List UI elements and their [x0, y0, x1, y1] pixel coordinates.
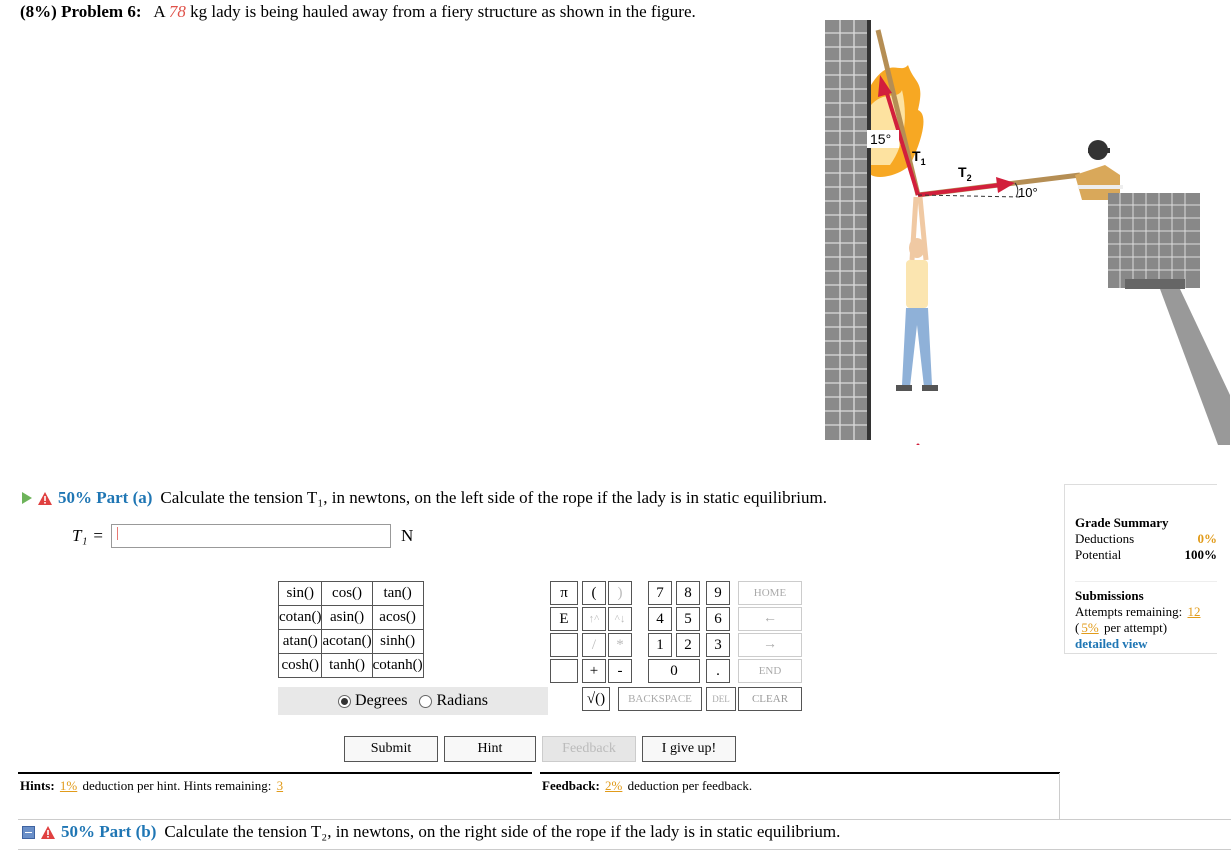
part-a-text: Calculate the tension T₁, in newtons, on the left side of the rope if the lady is in static equilibrium. — [160, 488, 827, 507]
expand-arrow-icon[interactable] — [22, 492, 32, 504]
del-button[interactable]: DEL — [706, 687, 736, 711]
digit-4-button[interactable]: 4 — [648, 607, 672, 631]
deductions-label: Deductions — [1075, 531, 1135, 546]
part-b-percent: 50% Part (b) — [61, 822, 157, 841]
cotan-button[interactable]: cotan() — [279, 606, 322, 630]
feedback-divider — [540, 772, 1060, 774]
clear-button[interactable]: CLEAR — [738, 687, 802, 711]
angle-right-label: 10° — [1018, 185, 1038, 200]
backspace-button[interactable]: BACKSPACE — [618, 687, 702, 711]
input-cursor: | — [115, 525, 119, 541]
function-table — [278, 581, 424, 678]
bucket-platform — [1108, 193, 1230, 445]
hint-deduction-value: 1% — [59, 778, 78, 793]
empty-key — [550, 633, 578, 657]
answer-unit: N — [400, 526, 414, 545]
part-a-header[interactable] — [22, 488, 827, 508]
digit-9-button[interactable]: 9 — [706, 581, 730, 605]
hints-remaining-value: 3 — [276, 778, 284, 793]
problem-figure — [820, 15, 1230, 445]
degrees-label: Degrees — [355, 692, 408, 709]
feedback-label: Feedback: — [542, 778, 600, 793]
feedback-deduction-value: 2% — [605, 778, 623, 793]
plus-button[interactable]: + — [582, 659, 606, 683]
hints-info — [20, 778, 285, 794]
feedback-text: deduction per feedback. — [627, 778, 753, 793]
attempts-remaining-value: 12 — [1187, 604, 1201, 619]
superscript-up-button[interactable]: ↑^ — [582, 607, 606, 631]
superscript-down-button[interactable]: ^↓ — [608, 607, 632, 631]
problem-statement — [20, 2, 696, 22]
digit-1-button[interactable]: 1 — [648, 633, 672, 657]
per-attempt-text: per attempt) — [1103, 620, 1168, 635]
hint-button[interactable]: Hint — [444, 736, 536, 762]
hints-label: Hints: — [20, 778, 55, 793]
home-button[interactable]: HOME — [738, 581, 802, 605]
t1-label: $T_1$ — [912, 148, 926, 167]
cosh-button[interactable]: cosh() — [279, 654, 322, 678]
problem-text-before: A — [153, 2, 165, 21]
digit-6-button[interactable]: 6 — [706, 607, 730, 631]
multiply-button[interactable]: * — [608, 633, 632, 657]
part-b-text: Calculate the tension T₂, in newtons, on the right side of the rope if the lady is in static equilibrium. — [164, 822, 841, 841]
e-button[interactable]: E — [550, 607, 578, 631]
submit-button[interactable]: Submit — [344, 736, 438, 762]
problem-number: (8%) Problem 6: — [20, 2, 142, 21]
rparen-button[interactable]: ) — [608, 581, 632, 605]
deductions-value: 0% — [1197, 531, 1217, 546]
equals-sign: = — [93, 526, 103, 545]
answer-row — [72, 524, 413, 548]
degrees-radio[interactable] — [338, 695, 351, 708]
lady-figure — [896, 197, 938, 391]
acos-button[interactable]: acos() — [372, 606, 423, 630]
digit-7-button[interactable]: 7 — [648, 581, 672, 605]
t2-label: $T_2$ — [958, 164, 972, 183]
per-attempt-deduction: 5% — [1081, 620, 1099, 635]
sinh-button[interactable]: sinh() — [372, 630, 423, 654]
digit-8-button[interactable]: 8 — [676, 581, 700, 605]
submissions-title: Submissions — [1075, 588, 1144, 603]
decimal-button[interactable]: . — [706, 659, 730, 683]
pi-button[interactable]: π — [550, 581, 578, 605]
answer-variable: T₁ — [72, 526, 88, 545]
cursor-left-button[interactable]: ← — [738, 607, 802, 631]
hints-divider — [18, 772, 532, 774]
acotan-button[interactable]: acotan() — [322, 630, 372, 654]
part-b-header[interactable] — [22, 822, 840, 842]
radians-label: Radians — [436, 692, 488, 709]
cursor-right-button[interactable]: → — [738, 633, 802, 657]
atan-button[interactable]: atan() — [279, 630, 322, 654]
sin-button[interactable]: sin() — [279, 582, 322, 606]
give-up-button[interactable]: I give up! — [642, 736, 736, 762]
angle-left-label: 15° — [870, 131, 892, 147]
feedback-info — [542, 778, 752, 794]
attempts-label: Attempts remaining: — [1075, 604, 1183, 619]
brick-wall — [825, 20, 871, 440]
detailed-view-link[interactable]: detailed view — [1075, 636, 1148, 651]
warning-icon — [38, 492, 52, 505]
end-button[interactable]: END — [738, 659, 802, 683]
potential-label: Potential — [1075, 547, 1122, 562]
mass-value: 78 — [168, 2, 186, 21]
potential-value: 100% — [1184, 547, 1217, 562]
digit-3-button[interactable]: 3 — [706, 633, 730, 657]
lparen-button[interactable]: ( — [582, 581, 606, 605]
tanh-button[interactable]: tanh() — [322, 654, 372, 678]
divide-button[interactable]: / — [582, 633, 606, 657]
problem-text-after: kg lady is being hauled away from a fiery structure as shown in the figure. — [190, 2, 696, 21]
collapse-icon[interactable] — [22, 826, 35, 839]
angle-mode-toggle — [278, 687, 548, 715]
warning-icon — [41, 826, 55, 839]
cotanh-button[interactable]: cotanh() — [372, 654, 423, 678]
firefighter-figure — [1075, 140, 1123, 200]
cos-button[interactable]: cos() — [322, 582, 372, 606]
feedback-button[interactable]: Feedback — [542, 736, 636, 762]
digit-0-button[interactable]: 0 — [648, 659, 700, 683]
grade-summary-panel: Grade Summary Deductions 0% Potential 100% Submissions Attempts remaining: 12 ( 5% per attempt) detailed view — [1064, 484, 1217, 654]
hints-text: deduction per hint. Hints remaining: — [82, 778, 272, 793]
asin-button[interactable]: asin() — [322, 606, 372, 630]
empty-key — [550, 659, 578, 683]
sqrt-button[interactable]: √() — [582, 687, 610, 711]
grade-summary-title: Grade Summary — [1075, 515, 1169, 530]
tan-button[interactable]: tan() — [372, 582, 423, 606]
radians-radio[interactable] — [419, 695, 432, 708]
part-a-percent: 50% Part (a) — [58, 488, 153, 507]
digit-2-button[interactable]: 2 — [676, 633, 700, 657]
digit-5-button[interactable]: 5 — [676, 607, 700, 631]
answer-input[interactable] — [111, 524, 391, 548]
minus-button[interactable]: - — [608, 659, 632, 683]
